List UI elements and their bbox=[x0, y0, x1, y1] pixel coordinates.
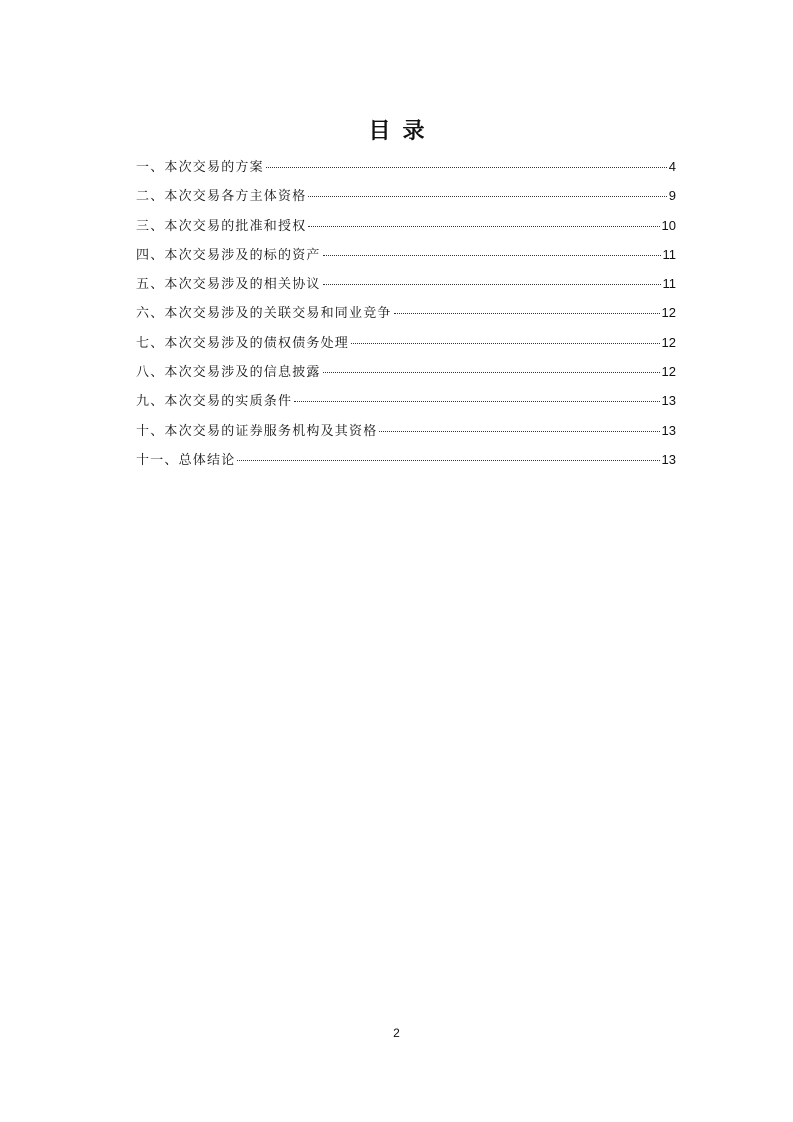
toc-entry-label: 九、本次交易的实质条件 bbox=[136, 394, 293, 410]
table-of-contents bbox=[136, 152, 676, 474]
toc-entry-page: 12 bbox=[661, 364, 676, 380]
toc-entry-label: 八、本次交易涉及的信息披露 bbox=[136, 365, 321, 381]
toc-dot-leader bbox=[379, 430, 659, 432]
toc-entry[interactable] bbox=[136, 152, 676, 181]
toc-entry-label: 三、本次交易的批准和授权 bbox=[136, 218, 307, 234]
toc-dot-leader bbox=[323, 283, 661, 285]
toc-entry-label: 七、本次交易涉及的债权债务处理 bbox=[136, 335, 350, 351]
toc-dot-leader bbox=[308, 225, 659, 227]
toc-entry-page: 11 bbox=[662, 246, 676, 262]
toc-entry-label: 五、本次交易涉及的相关协议 bbox=[136, 277, 321, 293]
toc-entry[interactable] bbox=[136, 416, 676, 445]
toc-dot-leader bbox=[308, 195, 666, 197]
toc-title: 目录 bbox=[368, 119, 437, 144]
toc-entry[interactable] bbox=[136, 269, 676, 298]
toc-dot-leader bbox=[294, 400, 659, 402]
toc-dot-leader bbox=[351, 342, 660, 344]
toc-entry-label: 四、本次交易涉及的标的资产 bbox=[136, 247, 321, 263]
toc-entry[interactable] bbox=[136, 240, 676, 269]
toc-entry-page: 10 bbox=[661, 217, 676, 233]
page-number: 2 bbox=[393, 1026, 400, 1040]
toc-entry-label: 二、本次交易各方主体资格 bbox=[136, 189, 307, 205]
toc-entry[interactable] bbox=[136, 298, 676, 327]
toc-entry-label: 十、本次交易的证券服务机构及其资格 bbox=[136, 423, 378, 439]
toc-dot-leader bbox=[266, 166, 667, 168]
toc-entry[interactable] bbox=[136, 357, 676, 386]
toc-entry-page: 13 bbox=[661, 422, 676, 438]
toc-dot-leader bbox=[394, 312, 660, 314]
toc-entry[interactable] bbox=[136, 445, 676, 474]
toc-dot-leader bbox=[237, 459, 659, 461]
toc-entry[interactable] bbox=[136, 181, 676, 210]
toc-entry-page: 13 bbox=[661, 451, 676, 467]
toc-entry-page: 12 bbox=[661, 334, 676, 350]
toc-dot-leader bbox=[323, 254, 661, 256]
toc-dot-leader bbox=[323, 371, 660, 373]
toc-entry[interactable] bbox=[136, 386, 676, 415]
toc-entry-label: 一、本次交易的方案 bbox=[136, 160, 264, 175]
toc-entry-page: 9 bbox=[668, 188, 676, 204]
toc-entry-page: 4 bbox=[668, 159, 676, 174]
toc-entry[interactable] bbox=[136, 211, 676, 240]
toc-entry-label: 六、本次交易涉及的关联交易和同业竞争 bbox=[136, 306, 392, 322]
toc-entry[interactable] bbox=[136, 328, 676, 357]
toc-entry-page: 13 bbox=[661, 393, 676, 409]
toc-entry-label: 十一、总体结论 bbox=[136, 452, 236, 468]
toc-entry-page: 12 bbox=[661, 305, 676, 321]
toc-entry-page: 11 bbox=[662, 276, 676, 292]
